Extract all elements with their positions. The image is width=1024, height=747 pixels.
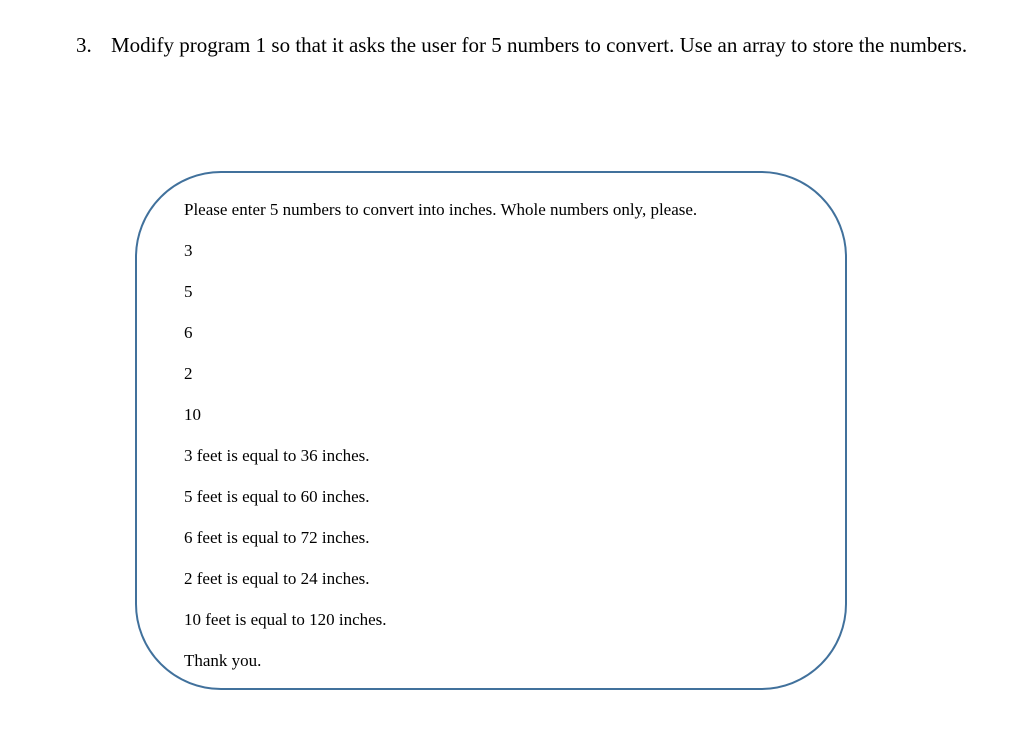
- console-result-line: 10 feet is equal to 120 inches.: [184, 610, 387, 629]
- console-input-line: 2: [184, 364, 193, 383]
- console-input-line: 10: [184, 405, 201, 424]
- question-number: 3.: [76, 33, 92, 57]
- console-result-line: 5 feet is equal to 60 inches.: [184, 487, 370, 506]
- console-input-line: 3: [184, 241, 193, 260]
- console-closing: Thank you.: [184, 651, 262, 670]
- console-input-line: 5: [184, 282, 193, 301]
- console-input-line: 6: [184, 323, 193, 342]
- console-result-line: 6 feet is equal to 72 inches.: [184, 528, 370, 547]
- console-prompt: Please enter 5 numbers to convert into inches. Whole numbers only, please.: [184, 200, 698, 219]
- question-text: Modify program 1 so that it asks the user for 5 numbers to convert. Use an array to store the numbers.: [111, 33, 968, 57]
- question-item: [76, 30, 976, 61]
- console-output: [184, 197, 697, 689]
- console-result-line: 2 feet is equal to 24 inches.: [184, 569, 370, 588]
- console-result-line: 3 feet is equal to 36 inches.: [184, 446, 370, 465]
